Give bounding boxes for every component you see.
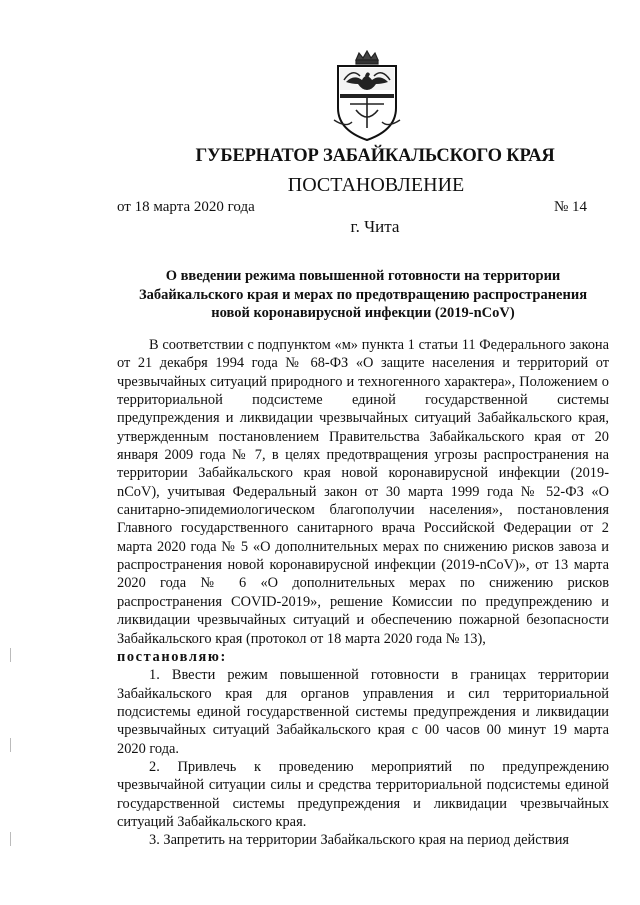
scan-artifact	[10, 832, 11, 846]
scan-artifact	[10, 648, 11, 662]
city-name: г. Чита	[350, 217, 400, 236]
item-2: 2. Привлечь к проведению мероприятий по предупреждению чрезвычайной ситуации силы и средства территориальной подсистемы единой государственной системы предупреждения и ликвидации чрезвычайных ситуаций Забайкальского края.	[117, 758, 609, 830]
decree-date: от 18 марта 2020 года	[117, 199, 255, 215]
preamble-paragraph: В соответствии с подпунктом «м» пункта 1 статьи 11 Федерального закона от 21 декабря 1994 года № 68-ФЗ «О защите населения и территорий от чрезвычайных ситуаций природного и техногенного характера», Положением о территориальной подсистеме единой государственной системы предупреждения и ликвидации чрезвычайных ситуаций Забайкальского края, утвержденным постановлением Правительства Забайкальского края от 20 января 2009 года № 7, в целях предотвращения угрозы распространения на территории Забайкальского края новой коронавирусной инфекции (2019-nCoV), учитывая Федеральный закон от 30 марта 1999 года № 52-ФЗ «О санитарно-эпидемиологическом благополучии населения», постановления Главного государственного санитарного врача Российской Федерации от 2 марта 2020 года № 5 «О дополнительных мерах по снижению рисков завоза и распространения новой коронавирусной инфекции (2019-nCoV)», от 13 марта 2020 года № 6 «О дополнительных мерах по снижению рисков распространения COVID-2019», решение Комиссии по предупреждению и ликвидации чрезвычайных ситуаций и обеспечению пожарной безопасности Забайкальского края (протокол от 18 марта 2020 года № 13),	[117, 337, 609, 647]
title-line-1: О введении режима повышенной готовности на территории	[165, 268, 561, 284]
decree-number: № 14	[553, 199, 587, 215]
document-title	[117, 267, 609, 323]
item-1: 1. Ввести режим повышенной готовности в границах территории Забайкальского края для органов управления и сил территориальной подсистемы единой государственной системы предупреждения и ликвидации чрезвычайных ситуаций Забайкальского края с 00 часов 00 минут 19 марта 2020 года.	[117, 667, 609, 757]
governor-title: ГУБЕРНАТОР ЗАБАЙКАЛЬСКОГО КРАЯ	[195, 146, 555, 166]
scan-artifact	[10, 738, 11, 752]
item-3: 3. Запретить на территории Забайкальского края на период действия	[149, 832, 570, 849]
coat-of-arms-icon	[326, 50, 408, 142]
decree-type: ПОСТАНОВЛЕНИЕ	[287, 174, 465, 196]
title-line-3: новой коронавирусной инфекции (2019-nCoV)	[211, 305, 515, 322]
resolve-word: постановляю:	[117, 648, 227, 665]
title-line-2: Забайкальского края и мерах по предотвращению распространения	[138, 286, 588, 303]
document-body	[117, 336, 609, 850]
